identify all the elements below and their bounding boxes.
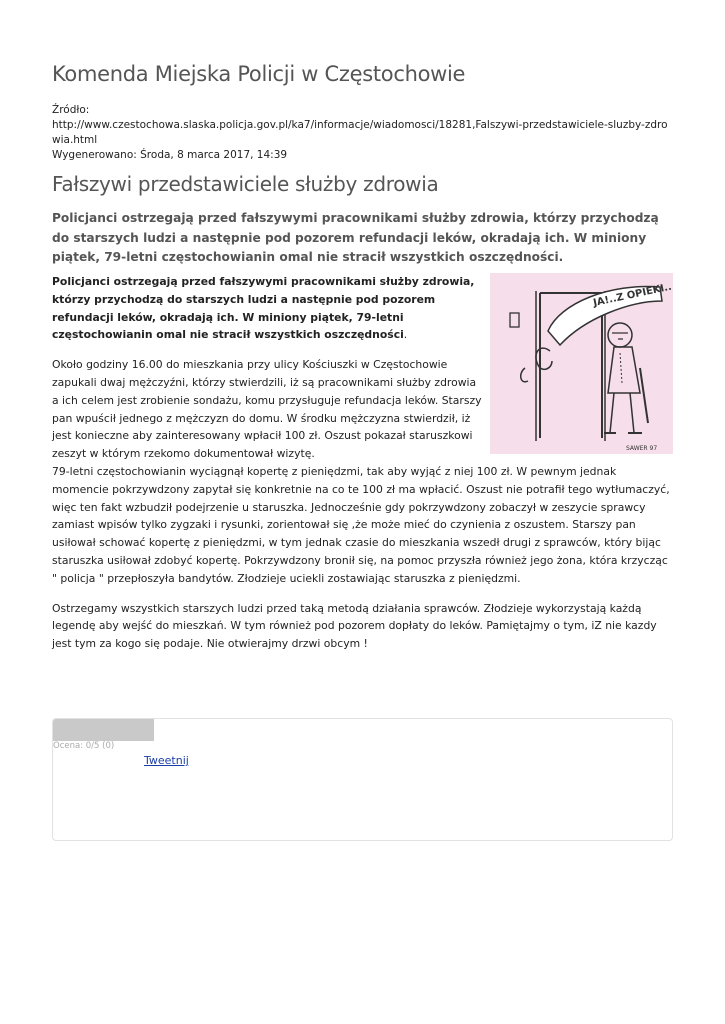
site-title: Komenda Miejska Policji w Częstochowie	[52, 62, 466, 86]
illustration-caption: JA!..Z OPIEKI..	[592, 281, 673, 309]
article-illustration	[490, 273, 673, 454]
body-paragraph-3: Ostrzegamy wszystkich starszych ludzi przed taką metodą działania sprawców. Złodzieje wykorzystają każdą legendę aby wejść do mieszkań. W tym również pod pozorem dopłaty do leków. Pamiętajmy o tym, iZ nie kazdy jest tym za kogo się podaje. Nie otwierajmy drzwi obcym !	[52, 601, 657, 651]
source-url[interactable]: http://www.czestochowa.slaska.policja.gov.pl/ka7/informacje/wiadomosci/18281,Falszywi-przedstawiciele-sluzby-zdrowia.html	[52, 119, 668, 146]
article-title: Fałszywi przedstawiciele służby zdrowia	[52, 172, 439, 196]
rating-panel	[52, 718, 673, 841]
body-paragraph-1: Około godziny 16.00 do mieszkania przy ulicy Kościuszki w Częstochowie zapukali dwaj mężczyźni, którzy stwierdzili, iż są pracownikami służby zdrowia a ich celem jest zrobienie sondażu, komu przysługuje refundacja leków. Starszy pan wpuścił jednego z mężczyzn do domu. W środku mężczyzna stwierdził, iż jest konieczne aby zainteresowany wpłacił 100 zł. Oszust pokazał staruszkowi zeszyt w którym rzekomo dokumentował wizytę.	[52, 358, 482, 461]
generated-date: Wygenerowano: Środa, 8 marca 2017, 14:39	[52, 149, 288, 161]
rating-bar[interactable]	[53, 719, 154, 741]
intro-bold-text: Policjanci ostrzegają przed fałszywymi pracownikami służby zdrowia, którzy przychodzą do starszych ludzi a następnie pod pozorem refundacji leków, okradają ich. W miniony piątek, 79-letni częstochowianin omal nie stracił wszystkich oszczędności	[52, 275, 475, 342]
source-meta	[52, 103, 673, 163]
body-paragraph-2: 79-letni częstochowianin wyciągnął kopertę z pieniędzmi, tak aby wyjąć z niej 100 zł. W pewnym jednak momencie pokrzywdzony zapytał się konkretnie na co te 100 zł ma wpłacić. Oszust nie potrafił tego wytłumaczyć, więc ten fakt wzbudził podejrzenie u staruszka. Jednocześnie gdy pokrzywdzony zobaczył w zeszycie sprawcy zamiast wpisów tylko zygzaki i rysunki, zorientował się ,że może mieć do czynienia z oszustem. Starszy pan usiłował schować kopertę z pieniędzmi, w tym jednak czasie do mieszkania wszedł drugi z sprawców, który bijąc staruszka usiłował zdobyć kopertę. Pokrzywdzony bronił się, na pomoc przyszła również jego żona, która krzycząc " policja " przepłoszyła bandytów. Złodzieje uciekli zostawiając staruszka z pieniędzmi.	[52, 464, 670, 585]
article-lead: Policjanci ostrzegają przed fałszywymi pracownikami służby zdrowia, którzy przychodzą do starszych ludzi a następnie pod pozorem refundacji leków, okradają ich. W miniony piątek, 79-letni częstochowianin omal nie stracił wszystkich oszczędności.	[52, 211, 659, 264]
rating-label: Ocena: 0/5 (0)	[53, 741, 115, 751]
source-label: Źródło:	[52, 104, 90, 116]
intro-end: .	[403, 328, 408, 342]
cartoon-drawing	[490, 273, 673, 454]
illustration-signature: SAWER 97	[626, 445, 658, 452]
tweet-link[interactable]: Tweetnij	[144, 754, 189, 767]
article-body	[52, 273, 673, 653]
